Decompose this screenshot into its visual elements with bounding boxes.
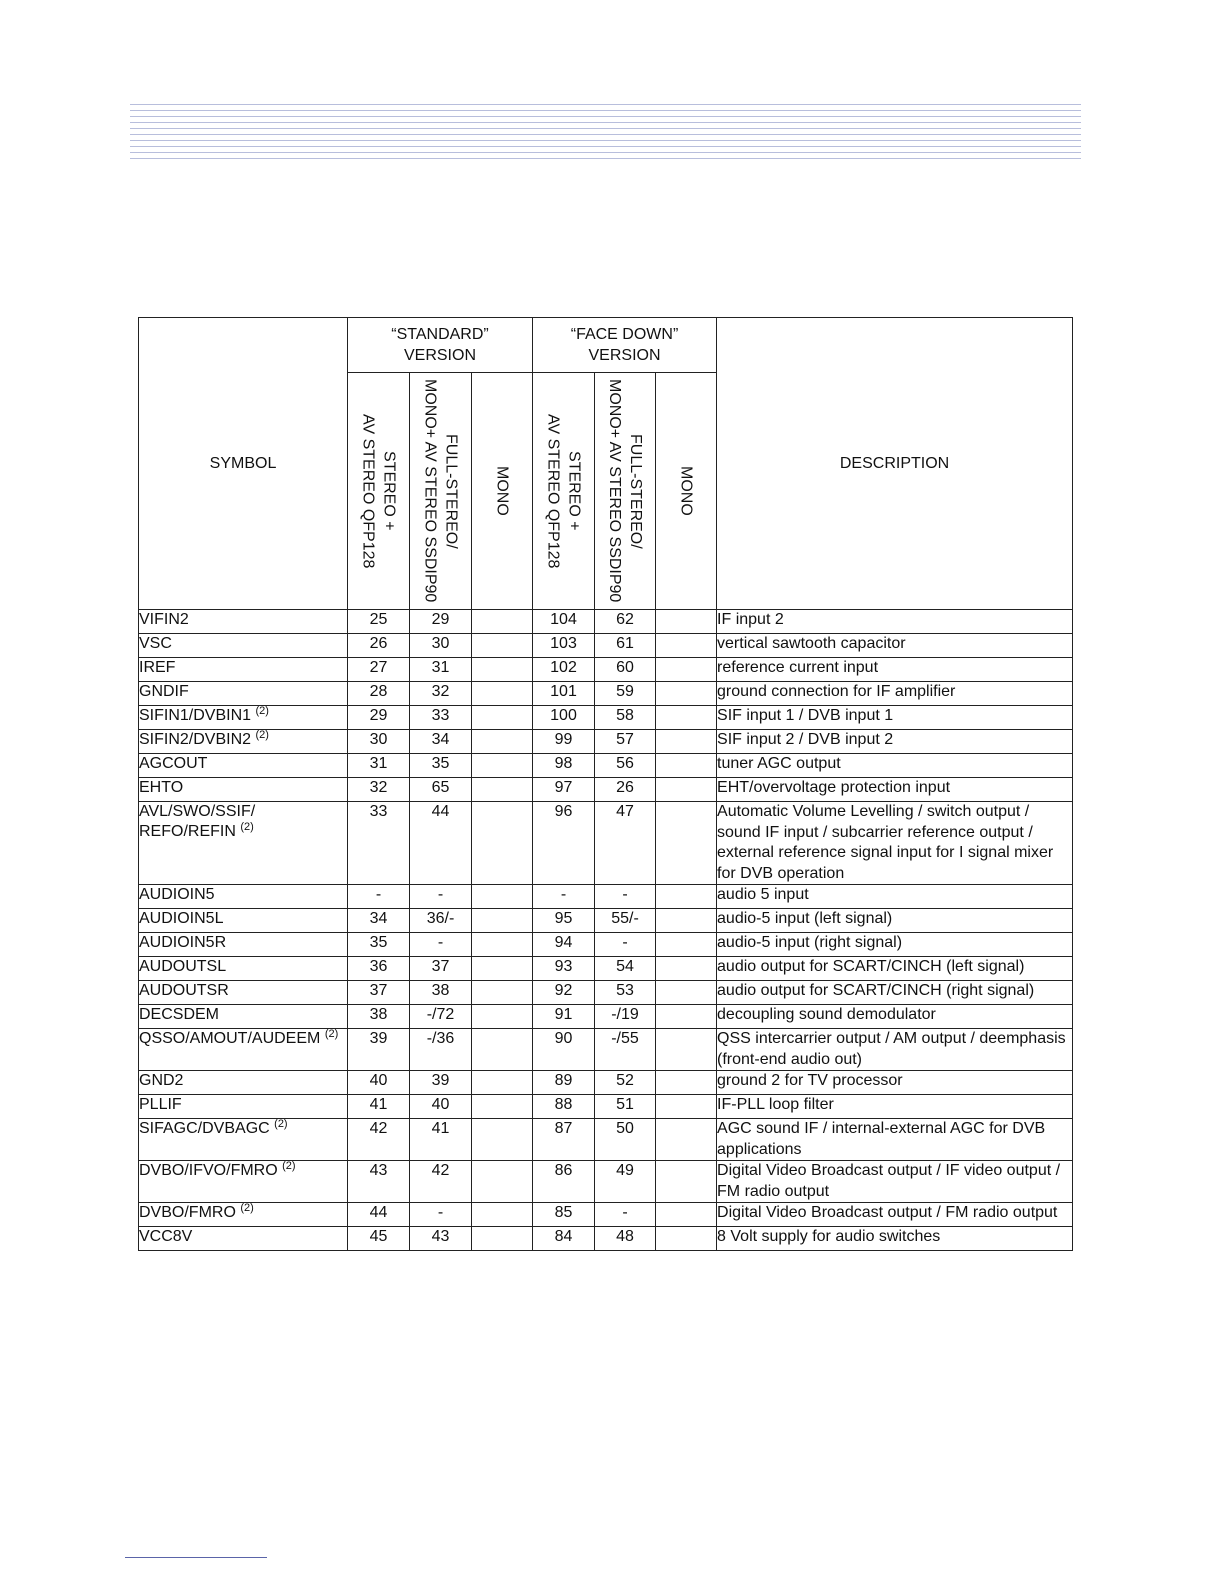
pin-std-qfp-cell: 35	[348, 933, 410, 957]
symbol-text: AUDIOIN5	[139, 886, 215, 903]
pin-std-qfp-cell: 38	[348, 1005, 410, 1029]
pin-std-mono-cell	[472, 634, 533, 658]
table-row	[139, 754, 1073, 778]
pin-fd-ssdip-cell: 55/-	[595, 909, 656, 933]
symbol-cell	[139, 1119, 348, 1161]
pin-fd-qfp-cell: 98	[533, 754, 595, 778]
fd-mono-header: MONO	[656, 373, 717, 610]
pin-std-mono-cell	[472, 778, 533, 802]
pin-std-mono-cell	[472, 1161, 533, 1203]
pin-std-mono-cell	[472, 1203, 533, 1227]
pin-fd-mono-cell	[656, 909, 717, 933]
footer-rule	[125, 1557, 267, 1558]
pin-fd-qfp-cell: 91	[533, 1005, 595, 1029]
symbol-cell	[139, 754, 348, 778]
description-cell: IF-PLL loop filter	[717, 1095, 1073, 1119]
pin-std-qfp-cell: 37	[348, 981, 410, 1005]
pin-std-mono-cell	[472, 1005, 533, 1029]
pin-std-mono-cell	[472, 658, 533, 682]
pin-fd-qfp-cell: 86	[533, 1161, 595, 1203]
symbol-text: SIFIN2/DVBIN2	[139, 731, 252, 748]
pin-fd-mono-cell	[656, 610, 717, 634]
table-row	[139, 1119, 1073, 1161]
table-row	[139, 981, 1073, 1005]
pin-std-qfp-cell: 42	[348, 1119, 410, 1161]
table-row	[139, 730, 1073, 754]
pin-fd-ssdip-cell: 53	[595, 981, 656, 1005]
std-mono-header: MONO	[472, 373, 533, 610]
footnote-ref: (2)	[274, 1118, 288, 1130]
pin-std-mono-cell	[472, 682, 533, 706]
pin-fd-qfp-cell: 101	[533, 682, 595, 706]
symbol-text: IREF	[139, 659, 176, 676]
header-stripe-decoration	[130, 104, 1081, 162]
pin-fd-mono-cell	[656, 658, 717, 682]
symbol-text: EHTO	[139, 779, 184, 796]
table-row	[139, 1071, 1073, 1095]
pin-fd-ssdip-cell: -/55	[595, 1029, 656, 1071]
table-row	[139, 802, 1073, 885]
pin-std-mono-cell	[472, 610, 533, 634]
description-cell: audio output for SCART/CINCH (right signal)	[717, 981, 1073, 1005]
symbol-cell	[139, 933, 348, 957]
pin-std-qfp-cell: 29	[348, 706, 410, 730]
description-cell: audio-5 input (left signal)	[717, 909, 1073, 933]
pin-std-mono-cell	[472, 802, 533, 885]
description-cell: EHT/overvoltage protection input	[717, 778, 1073, 802]
description-header: DESCRIPTION	[717, 318, 1073, 610]
pin-fd-ssdip-cell: 58	[595, 706, 656, 730]
symbol-cell	[139, 658, 348, 682]
symbol-text: AUDOUTSR	[139, 982, 229, 999]
table-row	[139, 1029, 1073, 1071]
pin-std-ssdip-cell: 41	[410, 1119, 472, 1161]
pin-fd-mono-cell	[656, 802, 717, 885]
pin-std-mono-cell	[472, 885, 533, 909]
pin-std-mono-cell	[472, 1095, 533, 1119]
symbol-cell	[139, 730, 348, 754]
pin-std-ssdip-cell: 36/-	[410, 909, 472, 933]
symbol-cell	[139, 682, 348, 706]
std-full-stereo-ssdip90-header: FULL-STEREO/ MONO+ AV STEREO SSDIP90	[410, 373, 472, 610]
pin-std-qfp-cell: 41	[348, 1095, 410, 1119]
pin-std-ssdip-cell: 65	[410, 778, 472, 802]
description-cell: Automatic Volume Levelling / switch output / sound IF input / subcarrier reference output / external reference signal input for I signal mixer for DVB operation	[717, 802, 1073, 885]
pin-fd-mono-cell	[656, 1227, 717, 1251]
pin-std-ssdip-cell: 42	[410, 1161, 472, 1203]
pin-std-qfp-cell: -	[348, 885, 410, 909]
pin-std-mono-cell	[472, 909, 533, 933]
description-cell: AGC sound IF / internal-external AGC for DVB applications	[717, 1119, 1073, 1161]
pin-std-ssdip-cell: -	[410, 885, 472, 909]
pin-fd-qfp-cell: 99	[533, 730, 595, 754]
pin-std-ssdip-cell: 30	[410, 634, 472, 658]
pin-std-qfp-cell: 39	[348, 1029, 410, 1071]
symbol-cell	[139, 706, 348, 730]
symbol-cell	[139, 1005, 348, 1029]
pin-std-ssdip-cell: 39	[410, 1071, 472, 1095]
pin-fd-mono-cell	[656, 981, 717, 1005]
pin-fd-qfp-cell: 85	[533, 1203, 595, 1227]
description-cell: ground 2 for TV processor	[717, 1071, 1073, 1095]
pin-fd-qfp-cell: 84	[533, 1227, 595, 1251]
symbol-cell	[139, 1203, 348, 1227]
footnote-ref: (2)	[324, 1028, 339, 1040]
pin-fd-ssdip-cell: 26	[595, 778, 656, 802]
pin-fd-qfp-cell: 94	[533, 933, 595, 957]
pin-std-mono-cell	[472, 730, 533, 754]
symbol-cell	[139, 778, 348, 802]
pin-fd-ssdip-cell: 59	[595, 682, 656, 706]
pin-std-ssdip-cell: 35	[410, 754, 472, 778]
fd-full-stereo-ssdip90-header: FULL-STEREO/ MONO+ AV STEREO SSDIP90	[595, 373, 656, 610]
pin-std-qfp-cell: 40	[348, 1071, 410, 1095]
pin-std-mono-cell	[472, 933, 533, 957]
symbol-text: AVL/SWO/SSIF/ REFO/REFIN	[139, 803, 256, 840]
pin-std-mono-cell	[472, 981, 533, 1005]
description-cell: tuner AGC output	[717, 754, 1073, 778]
pin-std-qfp-cell: 36	[348, 957, 410, 981]
pin-fd-ssdip-cell: -	[595, 885, 656, 909]
symbol-cell	[139, 1029, 348, 1071]
description-cell: QSS intercarrier output / AM output / deemphasis (front-end audio out)	[717, 1029, 1073, 1071]
pin-std-ssdip-cell: 32	[410, 682, 472, 706]
table-row	[139, 1227, 1073, 1251]
pin-fd-mono-cell	[656, 1203, 717, 1227]
pin-fd-qfp-cell: 87	[533, 1119, 595, 1161]
pin-fd-qfp-cell: 97	[533, 778, 595, 802]
pin-std-ssdip-cell: 29	[410, 610, 472, 634]
pin-description-table	[138, 317, 1073, 1251]
symbol-cell	[139, 1227, 348, 1251]
symbol-text: VSC	[139, 635, 172, 652]
description-cell: audio-5 input (right signal)	[717, 933, 1073, 957]
symbol-text: SIFIN1/DVBIN1	[139, 707, 252, 724]
pin-fd-ssdip-cell: -	[595, 933, 656, 957]
pin-std-ssdip-cell: -/36	[410, 1029, 472, 1071]
pin-std-ssdip-cell: 40	[410, 1095, 472, 1119]
pin-std-mono-cell	[472, 754, 533, 778]
pin-fd-mono-cell	[656, 706, 717, 730]
pin-fd-ssdip-cell: 54	[595, 957, 656, 981]
symbol-text: AUDIOIN5R	[139, 934, 227, 951]
pin-std-mono-cell	[472, 1119, 533, 1161]
pin-std-qfp-cell: 27	[348, 658, 410, 682]
pin-fd-mono-cell	[656, 957, 717, 981]
pin-fd-mono-cell	[656, 1119, 717, 1161]
pin-std-ssdip-cell: 31	[410, 658, 472, 682]
standard-version-header: “STANDARD” VERSION	[348, 318, 533, 373]
symbol-cell	[139, 1161, 348, 1203]
description-cell: vertical sawtooth capacitor	[717, 634, 1073, 658]
facedown-version-header: “FACE DOWN” VERSION	[533, 318, 717, 373]
pin-std-qfp-cell: 31	[348, 754, 410, 778]
pin-fd-qfp-cell: 95	[533, 909, 595, 933]
description-cell: 8 Volt supply for audio switches	[717, 1227, 1073, 1251]
pin-fd-qfp-cell: 96	[533, 802, 595, 885]
symbol-cell	[139, 957, 348, 981]
pin-fd-ssdip-cell: 56	[595, 754, 656, 778]
pin-std-ssdip-cell: 43	[410, 1227, 472, 1251]
pin-std-qfp-cell: 44	[348, 1203, 410, 1227]
symbol-text: SIFAGC/DVBAGC	[139, 1120, 270, 1137]
pin-fd-qfp-cell: 92	[533, 981, 595, 1005]
pin-fd-ssdip-cell: -	[595, 1203, 656, 1227]
symbol-text: DECSDEM	[139, 1006, 220, 1023]
pin-fd-qfp-cell: 88	[533, 1095, 595, 1119]
table-row	[139, 1095, 1073, 1119]
description-cell: audio output for SCART/CINCH (left signal)	[717, 957, 1073, 981]
table-row	[139, 885, 1073, 909]
pin-fd-mono-cell	[656, 754, 717, 778]
symbol-text: DVBO/FMRO	[139, 1204, 236, 1221]
pin-fd-ssdip-cell: 57	[595, 730, 656, 754]
footnote-ref: (2)	[255, 705, 269, 717]
pin-std-ssdip-cell: -	[410, 933, 472, 957]
symbol-text: AUDIOIN5L	[139, 910, 224, 927]
pin-fd-ssdip-cell: 51	[595, 1095, 656, 1119]
pin-fd-mono-cell	[656, 1029, 717, 1071]
pin-fd-qfp-cell: 102	[533, 658, 595, 682]
pin-std-ssdip-cell: 38	[410, 981, 472, 1005]
description-cell: SIF input 1 / DVB input 1	[717, 706, 1073, 730]
symbol-cell	[139, 802, 348, 885]
pin-fd-ssdip-cell: 49	[595, 1161, 656, 1203]
pin-fd-ssdip-cell: 62	[595, 610, 656, 634]
pin-fd-ssdip-cell: 47	[595, 802, 656, 885]
table-row	[139, 682, 1073, 706]
pin-fd-ssdip-cell: 61	[595, 634, 656, 658]
pin-fd-mono-cell	[656, 1071, 717, 1095]
pin-std-ssdip-cell: 37	[410, 957, 472, 981]
table-row	[139, 778, 1073, 802]
symbol-text: DVBO/IFVO/FMRO	[139, 1162, 278, 1179]
pin-fd-qfp-cell: 103	[533, 634, 595, 658]
pin-fd-qfp-cell: 89	[533, 1071, 595, 1095]
table-row	[139, 1161, 1073, 1203]
pin-fd-qfp-cell: -	[533, 885, 595, 909]
table-row	[139, 909, 1073, 933]
symbol-cell	[139, 610, 348, 634]
pin-std-ssdip-cell: -	[410, 1203, 472, 1227]
pin-fd-mono-cell	[656, 1161, 717, 1203]
pin-fd-ssdip-cell: 60	[595, 658, 656, 682]
footnote-ref: (2)	[240, 821, 254, 833]
description-cell: SIF input 2 / DVB input 2	[717, 730, 1073, 754]
table-row	[139, 658, 1073, 682]
pin-fd-ssdip-cell: 52	[595, 1071, 656, 1095]
pin-std-ssdip-cell: 44	[410, 802, 472, 885]
pin-std-qfp-cell: 25	[348, 610, 410, 634]
symbol-cell	[139, 1071, 348, 1095]
pin-fd-qfp-cell: 93	[533, 957, 595, 981]
pin-std-mono-cell	[472, 706, 533, 730]
table-row	[139, 957, 1073, 981]
symbol-header: SYMBOL	[139, 318, 348, 610]
pin-fd-mono-cell	[656, 933, 717, 957]
pin-fd-ssdip-cell: -/19	[595, 1005, 656, 1029]
pin-std-mono-cell	[472, 1071, 533, 1095]
symbol-text: GNDIF	[139, 683, 189, 700]
table-row	[139, 933, 1073, 957]
pin-fd-ssdip-cell: 48	[595, 1227, 656, 1251]
symbol-cell	[139, 885, 348, 909]
std-stereo-qfp128-header: STEREO + AV STEREO QFP128	[348, 373, 410, 610]
pin-std-qfp-cell: 34	[348, 909, 410, 933]
symbol-text: AGCOUT	[139, 755, 208, 772]
symbol-text: QSSO/AMOUT/AUDEEM	[139, 1030, 321, 1047]
table-row	[139, 634, 1073, 658]
pin-std-qfp-cell: 32	[348, 778, 410, 802]
symbol-cell	[139, 981, 348, 1005]
symbol-text: PLLIF	[139, 1096, 182, 1113]
footnote-ref: (2)	[282, 1160, 296, 1172]
description-cell: audio 5 input	[717, 885, 1073, 909]
table-row	[139, 1203, 1073, 1227]
description-cell: Digital Video Broadcast output / FM radio output	[717, 1203, 1073, 1227]
pin-fd-ssdip-cell: 50	[595, 1119, 656, 1161]
table-row	[139, 610, 1073, 634]
pin-fd-qfp-cell: 90	[533, 1029, 595, 1071]
symbol-text: VIFIN2	[139, 611, 189, 628]
symbol-text: AUDOUTSL	[139, 958, 227, 975]
pin-fd-mono-cell	[656, 885, 717, 909]
pin-std-qfp-cell: 45	[348, 1227, 410, 1251]
pin-fd-qfp-cell: 104	[533, 610, 595, 634]
pin-fd-mono-cell	[656, 634, 717, 658]
pin-fd-mono-cell	[656, 730, 717, 754]
description-cell: IF input 2	[717, 610, 1073, 634]
fd-stereo-qfp128-header: STEREO + AV STEREO QFP128	[533, 373, 595, 610]
pin-std-ssdip-cell: 33	[410, 706, 472, 730]
footnote-ref: (2)	[255, 729, 269, 741]
symbol-text: VCC8V	[139, 1228, 193, 1245]
table-row	[139, 1005, 1073, 1029]
pin-std-qfp-cell: 28	[348, 682, 410, 706]
symbol-text: GND2	[139, 1072, 184, 1089]
footnote-ref: (2)	[240, 1202, 254, 1214]
pin-fd-mono-cell	[656, 682, 717, 706]
pin-std-qfp-cell: 26	[348, 634, 410, 658]
pin-fd-mono-cell	[656, 1005, 717, 1029]
symbol-cell	[139, 1095, 348, 1119]
pin-std-qfp-cell: 30	[348, 730, 410, 754]
pin-std-mono-cell	[472, 957, 533, 981]
description-cell: reference current input	[717, 658, 1073, 682]
pin-fd-qfp-cell: 100	[533, 706, 595, 730]
pin-std-ssdip-cell: -/72	[410, 1005, 472, 1029]
pin-std-mono-cell	[472, 1029, 533, 1071]
description-cell: decoupling sound demodulator	[717, 1005, 1073, 1029]
pin-std-ssdip-cell: 34	[410, 730, 472, 754]
pin-fd-mono-cell	[656, 778, 717, 802]
table-row	[139, 706, 1073, 730]
pin-std-qfp-cell: 33	[348, 802, 410, 885]
description-cell: Digital Video Broadcast output / IF video output / FM radio output	[717, 1161, 1073, 1203]
symbol-cell	[139, 909, 348, 933]
pin-std-qfp-cell: 43	[348, 1161, 410, 1203]
symbol-cell	[139, 634, 348, 658]
pin-std-mono-cell	[472, 1227, 533, 1251]
pin-fd-mono-cell	[656, 1095, 717, 1119]
description-cell: ground connection for IF amplifier	[717, 682, 1073, 706]
